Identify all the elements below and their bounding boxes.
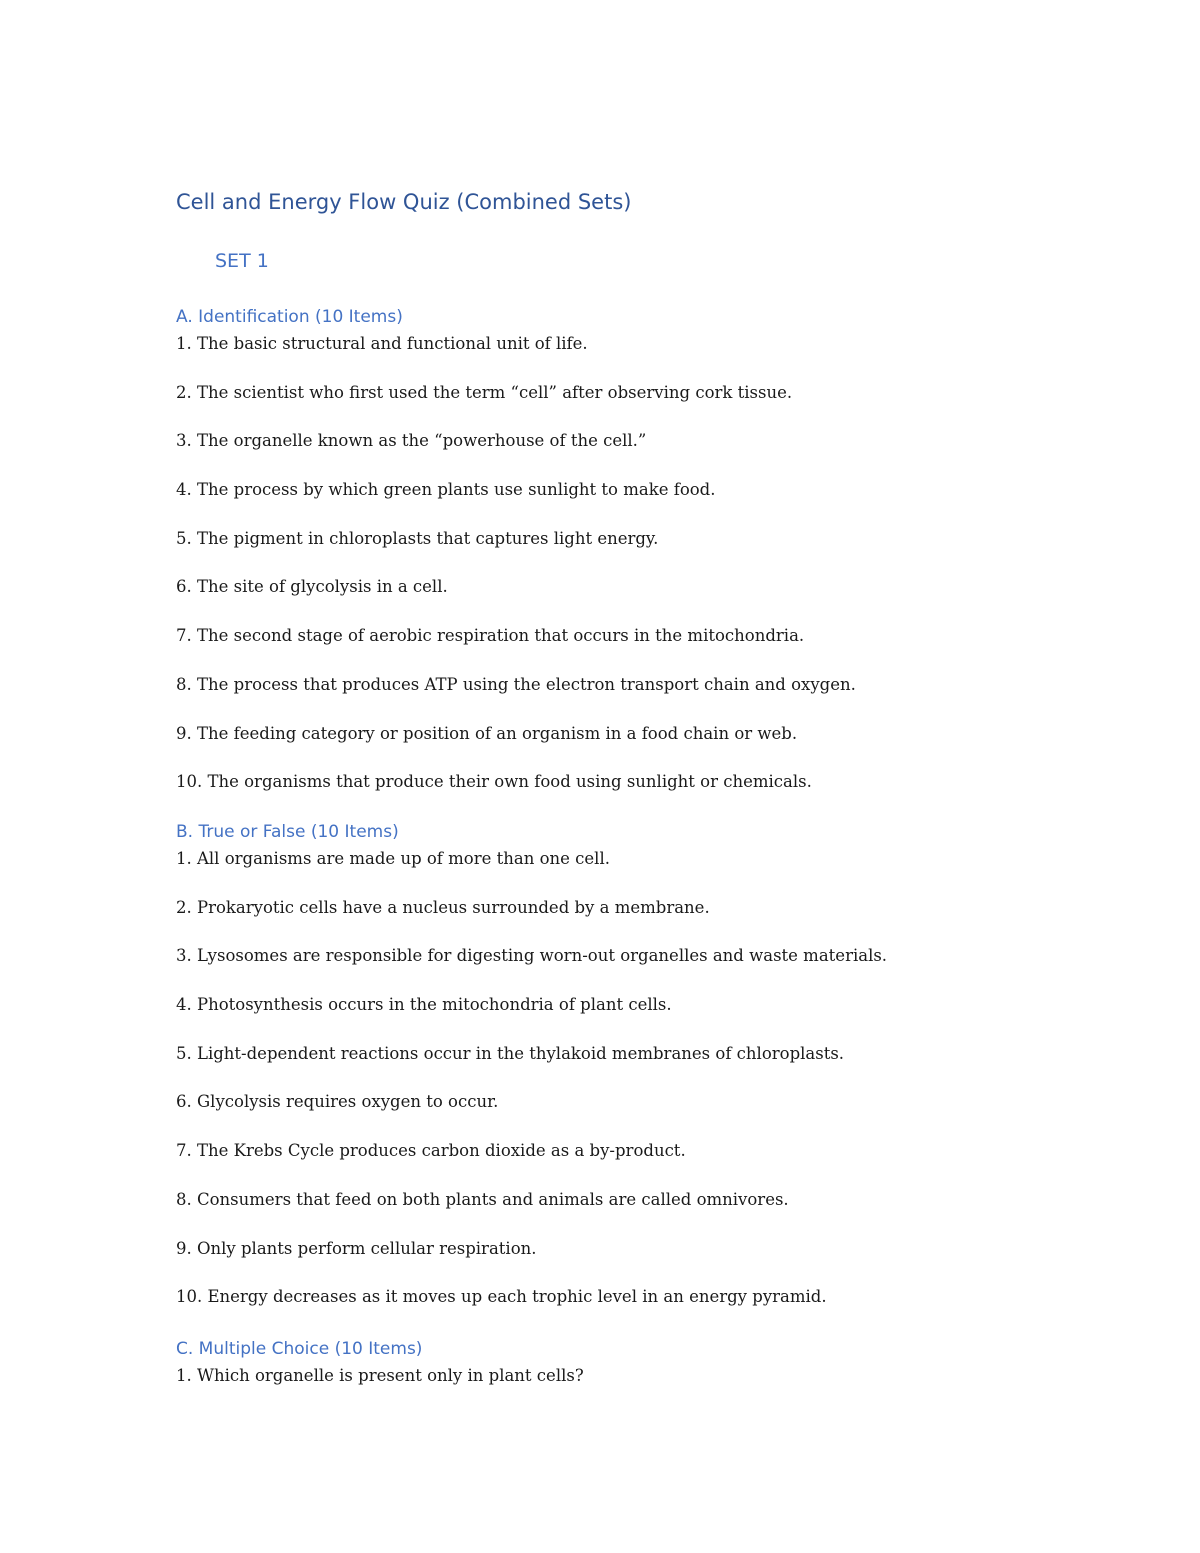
- question-list: [176, 332, 1076, 819]
- question-item: 5. The pigment in chloroplasts that captures light energy.: [176, 528, 659, 548]
- question-item: 4. The process by which green plants use sunlight to make food.: [176, 480, 716, 500]
- question-item: 2. The scientist who first used the term “cell” after observing cork tissue.: [176, 382, 793, 402]
- question-item: 2. Prokaryotic cells have a nucleus surrounded by a membrane.: [176, 897, 710, 917]
- question-item: 6. The site of glycolysis in a cell.: [176, 577, 448, 597]
- question-item: 7. The second stage of aerobic respiration that occurs in the mitochondria.: [176, 626, 805, 646]
- question-item: 3. The organelle known as the “powerhouse of the cell.”: [176, 431, 647, 451]
- section-true-or-false: [176, 817, 1076, 1334]
- question-item: 7. The Krebs Cycle produces carbon dioxide as a by-product.: [176, 1141, 686, 1161]
- question-list: [176, 1364, 1076, 1413]
- question-item: 9. The feeding category or position of an organism in a food chain or web.: [176, 723, 798, 743]
- section-identification: [176, 302, 1076, 819]
- question-item: 9. Only plants perform cellular respiration.: [176, 1238, 537, 1258]
- question-list: [176, 847, 1076, 1334]
- question-item: 6. Glycolysis requires oxygen to occur.: [176, 1092, 499, 1112]
- question-item: 8. The process that produces ATP using the electron transport chain and oxygen.: [176, 674, 856, 694]
- question-item: 1. All organisms are made up of more than one cell.: [176, 849, 610, 868]
- question-item: 4. Photosynthesis occurs in the mitochondria of plant cells.: [176, 995, 672, 1015]
- question-item: 8. Consumers that feed on both plants and animals are called omnivores.: [176, 1189, 789, 1209]
- question-item: 10. Energy decreases as it moves up each trophic level in an energy pyramid.: [176, 1287, 827, 1307]
- question-item: 3. Lysosomes are responsible for digesting worn-out organelles and waste materials.: [176, 946, 888, 966]
- section-multiple-choice: [176, 1334, 1076, 1413]
- section-heading: A. Identification (10 Items): [176, 307, 403, 327]
- question-item: 1. The basic structural and functional unit of life.: [176, 334, 588, 353]
- set-heading: SET 1: [215, 250, 269, 272]
- page-title: Cell and Energy Flow Quiz (Combined Sets): [176, 190, 632, 214]
- question-item: 5. Light-dependent reactions occur in the thylakoid membranes of chloroplasts.: [176, 1043, 845, 1063]
- section-heading: C. Multiple Choice (10 Items): [176, 1339, 423, 1359]
- question-item: 10. The organisms that produce their own food using sunlight or chemicals.: [176, 772, 812, 792]
- section-heading: B. True or False (10 Items): [176, 822, 399, 842]
- question-item: 1. Which organelle is present only in plant cells?: [176, 1366, 584, 1385]
